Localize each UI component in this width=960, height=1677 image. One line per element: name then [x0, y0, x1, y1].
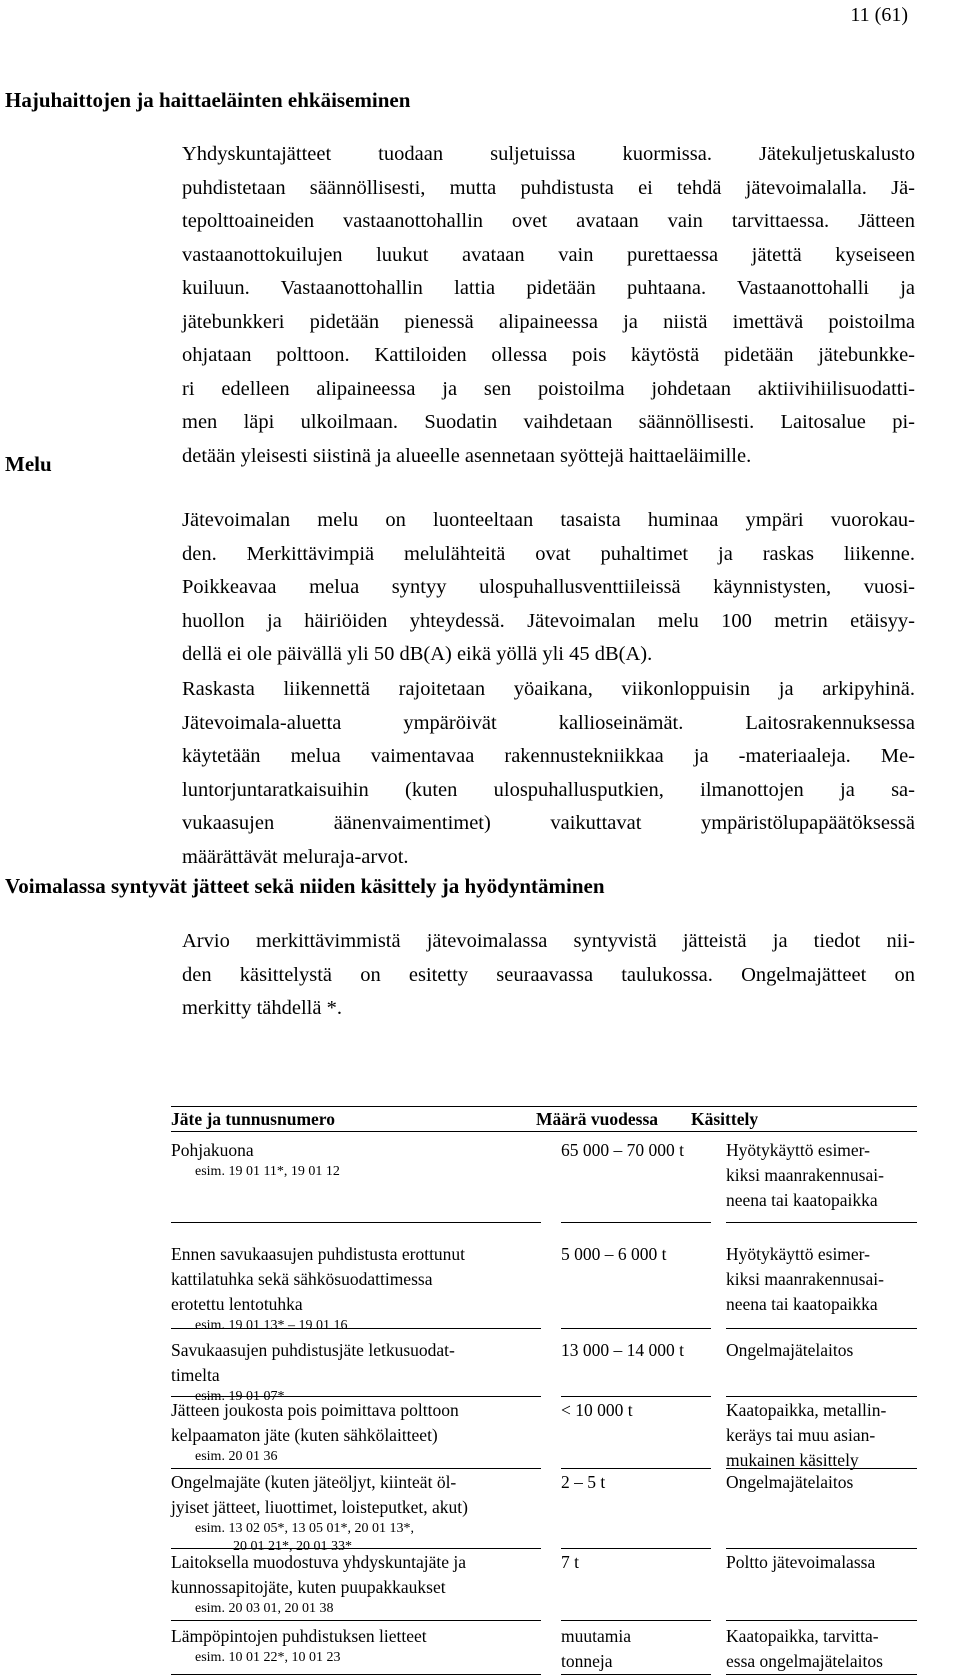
waste-code: esim. 10 01 22*, 10 01 23 — [195, 1650, 341, 1665]
cell-waste — [171, 1470, 541, 1554]
cell-text: Ongelmajätelaitos — [726, 1472, 854, 1492]
cell-text: timelta — [171, 1365, 220, 1385]
cell-text: 65 000 – 70 000 t — [561, 1140, 684, 1160]
cell-text: tonneja — [561, 1651, 613, 1671]
text-line: Raskasta liikennettä rajoitetaan yöaikana, viikonloppuisin ja arkipyhinä. — [182, 678, 915, 700]
text-line: käytetään melua vaimentavaa rakennustekniikkaa ja -materiaaleja. Me- — [182, 745, 915, 767]
cell-amount — [561, 1138, 711, 1223]
cell-text: Hyötykäyttö esimer- — [726, 1244, 870, 1264]
table-header — [171, 1106, 917, 1132]
cell-text: Ongelmajätelaitos — [726, 1340, 854, 1360]
text-line: vukaasujen äänenvaimentimet) vaikuttavat ympäristölupapäätöksessä — [182, 812, 915, 834]
waste-code: 20 01 21*, 20 01 33* — [233, 1539, 352, 1554]
cell-waste — [171, 1338, 541, 1404]
cell-text: essa ongelmajätelaitos — [726, 1651, 883, 1671]
text-line: ri edelleen alipaineessa ja sen poistoilma johdetaan aktiivihiilisuodatti- — [182, 377, 915, 400]
text-line: tepolttoaineiden vastaanottohallin ovet avataan vain tarvittaessa. Jätteen — [182, 210, 915, 232]
text-line: kuiluun. Vastaanottohallin lattia pidetään puhtaana. Vastaanottohalli ja — [182, 277, 915, 299]
cell-amount — [561, 1338, 711, 1397]
cell-text: kiksi maanrakennusai- — [726, 1165, 884, 1185]
waste-code: esim. 20 03 01, 20 01 38 — [195, 1601, 334, 1616]
cell-text: jyiset jätteet, liuottimet, loisteputket, akut) — [171, 1497, 468, 1517]
cell-text: Pohjakuona — [171, 1140, 254, 1160]
text-line: ohjataan polttoon. Kattiloiden ollessa pois käytöstä pidetään jätebunkke- — [182, 344, 915, 366]
cell-text: 13 000 – 14 000 t — [561, 1340, 684, 1360]
cell-handling — [726, 1550, 917, 1621]
cell-amount — [561, 1398, 711, 1469]
text-line: men läpi ulkoilmaan. Suodatin vaihdetaan säännöllisesti. Laitosalue pi- — [182, 411, 915, 433]
text-line: Arvio merkittävimmistä jätevoimalassa syntyvistä jätteistä ja tiedot nii- — [182, 930, 915, 952]
paragraph-noise-1 — [182, 504, 915, 672]
cell-text: Laitoksella muodostuva yhdyskuntajäte ja — [171, 1552, 467, 1572]
cell-text: Jätteen joukosta pois poimittava polttoon — [171, 1400, 459, 1420]
cell-text: Poltto jätevoimalassa — [726, 1552, 876, 1572]
text-line: den käsittelystä on esitetty seuraavassa taulukossa. Ongelmajätteet on — [182, 963, 915, 986]
cell-text: Lämpöpintojen puhdistuksen lietteet — [171, 1626, 427, 1646]
cell-text: muutamia — [561, 1626, 631, 1646]
cell-text: 5 000 – 6 000 t — [561, 1244, 667, 1264]
cell-amount — [561, 1550, 711, 1621]
waste-table — [171, 1106, 917, 1671]
cell-waste — [171, 1550, 541, 1621]
cell-text: Hyötykäyttö esimer- — [726, 1140, 870, 1160]
cell-text: erotettu lentotuhka — [171, 1294, 303, 1314]
text-line: detään yleisesti siistinä ja alueelle asennetaan syöttejä haittaeläimille. — [182, 444, 752, 467]
heading-waste: Voimalassa syntyvät jätteet sekä niiden käsittely ja hyödyntäminen — [5, 874, 605, 898]
header-amount: Määrä vuodessa — [536, 1109, 659, 1129]
cell-handling — [726, 1624, 917, 1675]
cell-text: neena tai kaatopaikka — [726, 1294, 878, 1314]
cell-text: neena tai kaatopaikka — [726, 1190, 878, 1210]
cell-text: Ennen savukaasujen puhdistusta erottunut — [171, 1244, 466, 1264]
cell-handling — [726, 1398, 917, 1469]
cell-text: 2 – 5 t — [561, 1472, 606, 1492]
cell-text: Kaatopaikka, metallin- — [726, 1400, 887, 1420]
cell-waste — [171, 1398, 541, 1469]
cell-text: Savukaasujen puhdistusjäte letkusuodat- — [171, 1340, 455, 1360]
header-waste: Jäte ja tunnusnumero — [171, 1109, 336, 1129]
cell-text: kattilatuhka sekä sähkösuodattimessa — [171, 1269, 433, 1289]
waste-code: esim. 19 01 13* – 19 01 16 — [195, 1318, 348, 1333]
cell-text: mukainen käsittely — [726, 1450, 859, 1470]
heading-noise: Melu — [5, 452, 52, 476]
cell-text: Kaatopaikka, tarvitta- — [726, 1626, 879, 1646]
cell-waste — [171, 1138, 541, 1223]
paragraph-waste-intro — [182, 925, 915, 1026]
cell-handling — [726, 1470, 917, 1549]
cell-waste — [171, 1624, 541, 1675]
cell-text: < 10 000 t — [561, 1400, 633, 1420]
text-line: den. Merkittävimpiä melulähteitä ovat puhaltimet ja raskas liikenne. — [182, 542, 915, 565]
waste-code: esim. 19 01 11*, 19 01 12 — [195, 1164, 340, 1179]
paragraph-odor — [182, 138, 915, 473]
cell-amount — [561, 1470, 711, 1549]
cell-text: Ongelmajäte (kuten jäteöljyt, kiinteät öl- — [171, 1472, 457, 1492]
page-number: 11 (61) — [850, 4, 908, 26]
cell-amount — [561, 1242, 711, 1329]
cell-text: kiksi maanrakennusai- — [726, 1269, 884, 1289]
text-line: jätebunkkeri pidetään pienessä alipaineessa ja niistä imettävä poistoilma — [182, 310, 915, 333]
header-handling: Käsittely — [691, 1109, 759, 1129]
cell-text: 7 t — [561, 1552, 579, 1572]
text-line: huollon ja häiriöiden yhteydessä. Jätevoimalan melu 100 metrin etäisyy- — [182, 609, 915, 632]
text-line: merkitty tähdellä *. — [182, 997, 342, 1019]
paragraph-noise-2 — [182, 673, 915, 874]
waste-code: esim. 19 01 07* — [195, 1389, 285, 1404]
text-line: Jätevoimalan melu on luonteeltaan tasaista huminaa ympäri vuorokau- — [182, 509, 915, 531]
cell-handling — [726, 1242, 917, 1329]
heading-odor: Hajuhaittojen ja haittaeläinten ehkäiseminen — [5, 88, 411, 112]
text-line: vastaanottokuilujen luukut avataan vain purettaessa jätettä kyseiseen — [182, 243, 915, 266]
waste-code: esim. 13 02 05*, 13 05 01*, 20 01 13*, — [195, 1521, 414, 1536]
cell-handling — [726, 1338, 917, 1397]
cell-waste — [171, 1242, 541, 1333]
text-line: puhdistetaan säännöllisesti, mutta puhdistusta ei tehdä jätevoimalalla. Jä- — [182, 176, 915, 199]
text-line: määrättävät meluraja-arvot. — [182, 845, 409, 868]
text-line: dellä ei ole päivällä yli 50 dB(A) eikä yöllä yli 45 dB(A). — [182, 643, 653, 665]
text-line: Yhdyskuntajätteet tuodaan suljetuissa kuormissa. Jätekuljetuskalusto — [182, 143, 915, 165]
waste-code: esim. 20 01 36 — [195, 1449, 278, 1464]
cell-handling — [726, 1138, 917, 1223]
cell-text: kunnossapitojäte, kuten puupakkaukset — [171, 1577, 446, 1597]
cell-text: keräys tai muu asian- — [726, 1425, 876, 1445]
cell-amount — [561, 1624, 711, 1675]
text-line: Poikkeavaa melua syntyy ulospuhallusventtiileissä käynnistysten, vuosi- — [182, 576, 915, 598]
text-line: Jätevoimala-aluetta ympäröivät kallioseinämät. Laitosrakennuksessa — [182, 711, 915, 734]
text-line: luntorjuntaratkaisuihin (kuten ulospuhallusputkien, ilmanottojen ja sa- — [182, 778, 915, 801]
cell-text: kelpaamaton jäte (kuten sähkölaitteet) — [171, 1425, 438, 1445]
